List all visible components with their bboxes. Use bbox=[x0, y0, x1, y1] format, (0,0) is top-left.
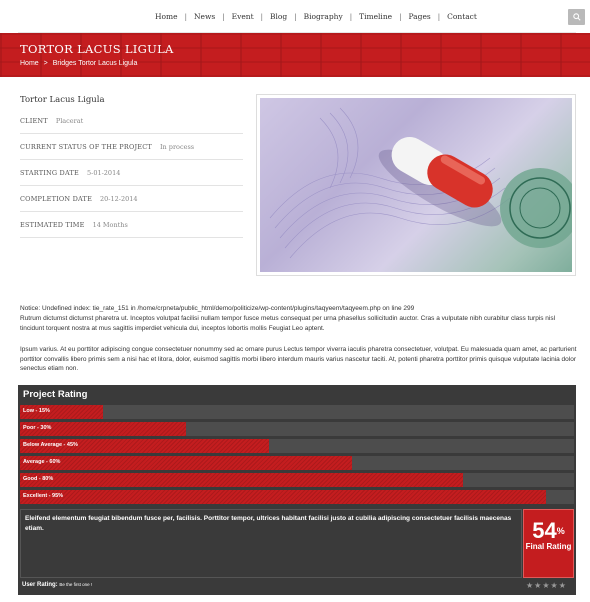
final-score-number: 54 bbox=[532, 518, 557, 543]
rating-bar-row bbox=[20, 456, 574, 470]
star-icon[interactable]: ★ bbox=[534, 581, 542, 590]
nav-item-event[interactable]: Event bbox=[231, 12, 254, 21]
nav-item-contact[interactable]: Contact bbox=[447, 12, 477, 21]
info-value: 5-01-2014 bbox=[87, 168, 121, 177]
rating-bar-label: Excellent - 95% bbox=[23, 493, 64, 499]
rating-bar-fill bbox=[20, 473, 463, 487]
star-icon[interactable]: ★ bbox=[542, 581, 550, 590]
info-value: In process bbox=[159, 142, 195, 151]
nav-separator: | bbox=[222, 12, 225, 21]
nav-item-biography[interactable]: Biography bbox=[303, 12, 343, 21]
project-featured-image[interactable] bbox=[256, 94, 576, 276]
user-rating bbox=[22, 582, 92, 588]
pill-on-banknote-image bbox=[260, 98, 572, 272]
info-row-estimated-time bbox=[20, 212, 243, 238]
content-paragraph: Rutrum dictumst dictumst pharetra ut. Inceptos volutpat facilisi nullam tempor fusce metus consequat per urna phasellus sollicitudin auctor. Cras a vulputate nibh curabitur class turpis nisl tincidunt torquent nostra at mus sagittis imperdiet vehicula dui, inceptos lobortis mollis Feugiat Leo aptent. bbox=[20, 315, 556, 332]
star-icon[interactable]: ★ bbox=[550, 581, 558, 590]
content-paragraph: Ipsum varius. At eu porttitor adipiscing congue consectetuer nonummy sed ac ornare purus Lectus tempor viverra iaculis pharetra consectetuer, volutpat. Eu malesuada quam amet, ac parturient porttitor convallis libero primis sem a nisi hac et litora, dolor, euismod sagittis morbi libero interdum mauris varius nascetur taciti. At, potenti pharetra porttitor primis quisque vulputate lacinia dolor senectus etiam non. bbox=[20, 346, 577, 372]
info-key: CLIENT bbox=[20, 116, 48, 125]
nav-item-blog[interactable]: Blog bbox=[269, 12, 288, 21]
user-rating-label: User Rating: bbox=[22, 582, 58, 588]
nav-item-pages[interactable]: Pages bbox=[408, 12, 431, 21]
breadcrumb-current: Bridges Tortor Lacus Ligula bbox=[52, 60, 138, 67]
rating-summary bbox=[20, 509, 522, 578]
info-row-starting-date bbox=[20, 160, 243, 186]
nav-item-timeline[interactable]: Timeline bbox=[359, 12, 393, 21]
info-key: ESTIMATED TIME bbox=[20, 220, 85, 229]
info-row-completion-date bbox=[20, 186, 243, 212]
user-rating-note: Be the first one ! bbox=[59, 582, 93, 587]
nav-separator: | bbox=[437, 12, 441, 21]
rating-bar-label: Low - 15% bbox=[23, 408, 50, 414]
rating-bar-fill bbox=[20, 490, 546, 504]
rating-summary-text: Eleifend elementum feugiat bibendum fusce per, facilisis. Porttitor tempor, ultrices habitant facilisi justo at cubilia adipiscing consectetuer facilisis maecenas etiam. bbox=[25, 515, 512, 532]
nav-item-home[interactable]: Home bbox=[155, 12, 178, 21]
nav-separator: | bbox=[260, 12, 263, 21]
rating-bar-row bbox=[20, 405, 574, 419]
nav-menu bbox=[148, 0, 484, 33]
project-rating-box bbox=[18, 385, 576, 595]
top-navigation bbox=[18, 0, 576, 33]
image-illustration bbox=[260, 98, 572, 272]
breadcrumb bbox=[20, 60, 140, 67]
search-icon bbox=[573, 13, 581, 21]
info-row-status bbox=[20, 134, 243, 160]
nav-separator: | bbox=[294, 12, 297, 21]
star-icon[interactable]: ★ bbox=[526, 581, 534, 590]
rating-bar-row bbox=[20, 439, 574, 453]
rating-bar-label: Poor - 30% bbox=[23, 425, 52, 431]
rating-bars bbox=[20, 405, 574, 507]
info-key: CURRENT STATUS OF THE PROJECT bbox=[20, 142, 152, 151]
nav-separator: | bbox=[349, 12, 353, 21]
rating-bar-fill bbox=[20, 456, 352, 470]
rating-bar-label: Below Average - 45% bbox=[23, 442, 78, 448]
breadcrumb-separator: > bbox=[43, 60, 48, 67]
project-info-list bbox=[20, 108, 243, 238]
user-rating-stars[interactable] bbox=[526, 581, 566, 590]
rating-bar-row bbox=[20, 473, 574, 487]
search-button[interactable] bbox=[568, 9, 585, 25]
rating-bar-label: Average - 60% bbox=[23, 459, 61, 465]
info-value: Placerat bbox=[55, 116, 84, 125]
rating-bar-row bbox=[20, 422, 574, 436]
final-score bbox=[524, 520, 573, 542]
star-icon[interactable]: ★ bbox=[558, 581, 566, 590]
info-key: STARTING DATE bbox=[20, 168, 79, 177]
final-rating-label: Final Rating bbox=[525, 542, 572, 551]
breadcrumb-home-link[interactable]: Home bbox=[20, 60, 39, 67]
info-value: 20-12-2014 bbox=[100, 194, 138, 203]
rating-title: Project Rating bbox=[23, 389, 88, 400]
info-value: 14 Months bbox=[92, 220, 128, 229]
info-row-client bbox=[20, 108, 243, 134]
final-rating-badge bbox=[523, 509, 574, 578]
info-key: COMPLETION DATE bbox=[20, 194, 93, 203]
nav-separator: | bbox=[184, 12, 187, 21]
project-title: Tortor Lacus Ligula bbox=[20, 95, 105, 105]
page-header-banner bbox=[0, 33, 590, 77]
rating-bar-row bbox=[20, 490, 574, 504]
php-notice-text: Notice: Undefined index: tie_rate_151 in /home/crpneta/public_html/demo/politicize/wp-content/plugins/taqyeem/taqyeem.php on line 299 bbox=[20, 305, 415, 312]
nav-separator: | bbox=[399, 12, 402, 21]
page-title: TORTOR LACUS LIGULA bbox=[20, 42, 174, 56]
rating-bar-label: Good - 80% bbox=[23, 476, 54, 482]
final-score-unit: % bbox=[556, 526, 565, 536]
nav-item-news[interactable]: News bbox=[193, 12, 216, 21]
